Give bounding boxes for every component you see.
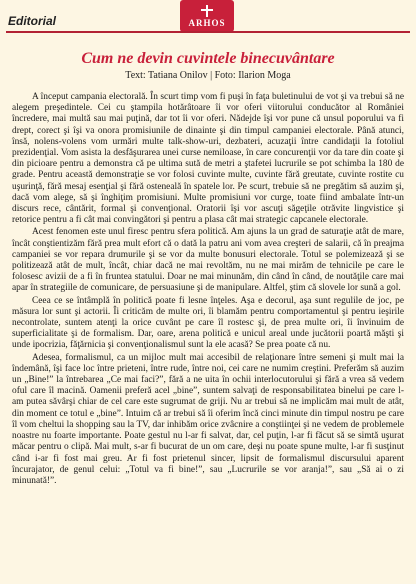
header-rule: [6, 31, 410, 33]
page-header: [0, 0, 416, 38]
logo-text: ARHOS: [188, 17, 226, 28]
article-body: [12, 92, 404, 487]
cross-icon: [200, 5, 214, 17]
article-byline: Text: Tatiana Onilov | Foto: Ilarion Moga: [125, 70, 291, 81]
paragraph-1: A început campania electorală. În scurt timp vom fi puşi în faţa buletinului de vot şi va trebui să ne alegem preşedintele. Cei cu ştampila hotărâtoare îi vor oferi viitorului conducător al României încredere, mai multă sau mai puţină, dar tot îi vor oferi. Nădejde îşi vor pune că unsul poporului va fi drept, corect şi îşi va onora promisiunile de dinainte şi din timpul campaniei electorale. Până atunci, însă, nolens-volens vom urmări multe talk-show-uri, dezbateri, acuzaţii între candidaţii la fotoliul prezidenţial. Vom asista la desfăşurarea unei curse nemiloase, în care concurenţii vor da tare din coate şi din picioare pentru a demonstra că pe ultima sută de metri a ştafetei lucrurile se pot schimba la 180 de grade. Pentru această demonstraţie se vor folosi cuvinte multe, cuvinte fără greutate, cuvinte rostite cu uşurinţă, fără mesaj esenţial şi fără osteneală în spatele lor. Pe scurt, trebuie să ne pregătim să auzim şi, dacă vom alege, să şi înghiţim promisiuni. Multe promisiuni vor curge, toate fiind ambalate într-un discurs rece, cântărit, formal şi convenţional. Oratorii îşi vor ascuţi săgeţile otrăvite lingvistice şi retorice pentru a fi cât mai convingători şi pentru a plasa cât mai strategic capcanele electorale.: [12, 92, 404, 226]
paragraph-2: Acest fenomen este unul firesc pentru sfera politică. Am ajuns la un grad de saturaţie atât de mare, încât conştientizăm fără prea mult efort că o dată la patru ani vom avea creşteri de salarii, că în preajma campaniei se vor repara drumurile şi se vor da multe bonusuri electorale. Totul se polemizează şi se politizează atât de mult, încât, chiar dacă ne mai revoltăm, nu ne mai mirăm de tehnicile pe care le folosesc avizii de a fi în fruntea statului. Doar ne mai minunăm, din când în când, de noutăţile care mai apar în strategiile de comunicare, de persuasiune şi de manipulare. Altfel, ştim că slovele lor sună a gol.: [12, 227, 404, 294]
article-title: Cum ne devin cuvintele binecuvântare: [81, 50, 335, 67]
paragraph-3: Ceea ce se întâmplă în politică poate fi lesne înţeles. Aşa e decorul, aşa sunt regulile de joc, pe măsura lor sunt şi actorii. Îi criticăm de multe ori, îi blamăm pentru comportamentul şi pentru ieşirile necontrolate, suntem atenţi la orice cuvânt pe care îl rostesc şi, de prea multe ori, îi învinuim de superficialitate şi de formalism. Dar, oare, arena politică e unicul areal unde jucătorii poartă măşti şi unde ipocrizia, făţărnicia şi convenţionalismul sunt la ele acasă? Se prea poate că nu.: [12, 295, 404, 351]
arhos-logo: [180, 0, 234, 32]
section-label: Editorial: [8, 14, 57, 28]
paragraph-4: Adesea, formalismul, ca un mijloc mult mai accesibil de relaţionare între semeni şi mult mai la îndemână, îşi face loc între prieteni, între rude, între noi, cei care ne numim creştini. Preferăm să auzim un „Bine!” la întrebarea „Ce mai faci?”, fără a ne uita în ochii interlocutorului şi fără a vrea să vedem oful care îl macină. Oamenii preferă acel „bine”, suntem salvaţi de responsabilitatea binelui pe care l-am putea săvârşi chiar de cel care este sugrumat de griji. Nu ar trebui să ne implicăm mai mult de atât, din moment ce totul e „bine”. Intuim că ar trebui să îi oferim încă cinci minute din timpul nostru pe care îl vom cheltui la shopping sau la TV, dar inhibăm orice zvâcnire a conştiinţei şi ne vedem de problemele noastre nu foarte importante. Poate gestul nu l-ar fi salvat, dar, cel puţin, l-ar fi făcut să se simtă uşurat măcar pentru o clipă. Mai mult, s-ar fi bucurat de un om care, deşi nu poate spune multe, l-ar fi susţinut când i-ar fi fost mai greu. Ar fi fost prietenul sincer, lipsit de formalismul discursului aparent încurajator, de genul celui: „Totul va fi bine!”, sau „Lucrurile se vor aranja!”, sau „Să ai o zi minunată!”.: [12, 352, 404, 486]
